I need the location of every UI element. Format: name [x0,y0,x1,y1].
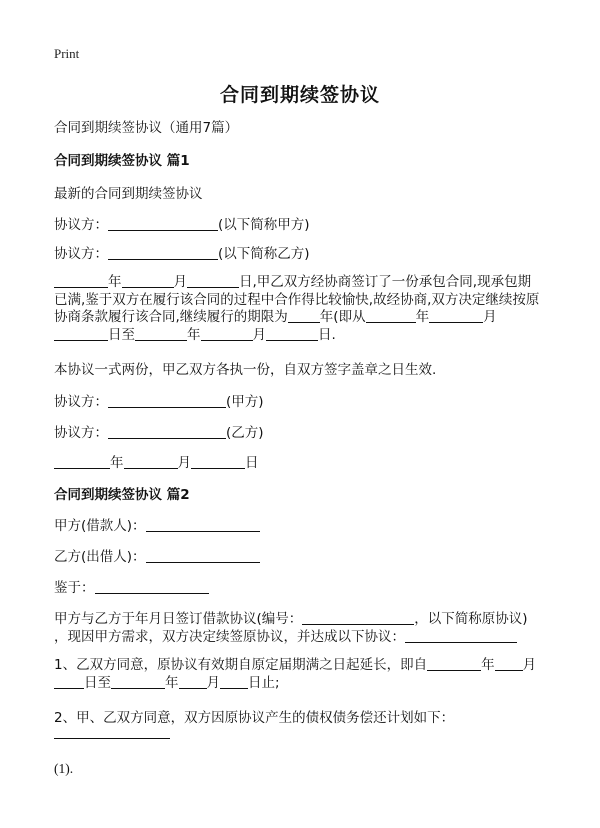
party-a-line [54,217,554,234]
print-link[interactable]: Print [54,46,80,61]
month-label: 月 [177,455,191,471]
item-1: (1). [54,761,74,776]
agreement-blank[interactable] [405,629,517,643]
clause-1 [54,657,548,692]
year-blank[interactable] [427,657,481,671]
month-label: 月 [522,657,537,673]
year-blank[interactable] [54,274,108,288]
day-blank[interactable] [220,675,248,689]
year-blank[interactable] [111,675,165,689]
lender-blank[interactable] [146,549,260,563]
year-label: 年 [110,455,124,471]
term-blank[interactable] [288,309,320,323]
whereas-label: 鉴于： [54,580,95,596]
whereas-line [54,580,554,597]
paragraph-text: 年(即从 [319,309,366,325]
paragraph-text: ，以下简称原协议) [414,611,528,627]
paragraph-text: ,甲乙双方经协商签订了一份承包合同,现承包期 [252,274,532,290]
party-b-blank[interactable] [108,246,218,260]
party-label: 协议方： [54,246,108,262]
party-b-note: (以下简称乙方) [218,246,310,262]
lender-line [54,549,554,566]
paragraph-row: 已满,鉴于双方在履行该合同的过程中合作得比较愉快,故经协商,双方决定继续按原 [54,291,540,308]
month-label: 月 [206,674,220,691]
month-blank[interactable] [179,675,207,689]
day-blank[interactable] [266,327,318,341]
section2-paragraph [54,611,548,646]
clause-2: 2、甲、乙双方同意，双方因原协议产生的债权债务偿还计划如下： [54,710,455,726]
paragraph-text: ，现因甲方需求，双方决定续签原协议，并达成以下协议： [54,628,405,645]
year-label: 年 [415,309,430,325]
year-blank[interactable] [54,455,110,469]
party-label: 协议方： [54,394,108,410]
sign-a-note: (甲方) [226,394,264,410]
sign-a-blank[interactable] [108,394,226,408]
paragraph-row [54,327,548,345]
sign-date-line [54,455,554,472]
paragraph-text: 协商条款履行该合同,继续履行的期限为 [54,309,288,325]
day-blank[interactable] [191,455,245,469]
paragraph-text: 1、乙双方同意，原协议有效期自原定届期满之日起延长，即自 [54,657,428,673]
year-label: 年 [108,274,122,290]
year-blank[interactable] [366,309,416,323]
paragraph-row [54,657,548,675]
section2-heading: 合同到期续签协议 篇2 [54,487,190,503]
party-b-line [54,246,554,263]
day-label: 日 [239,274,253,290]
year-blank[interactable] [135,327,187,341]
section1-paragraph [54,274,548,344]
party-a-note: (以下简称甲方) [218,217,310,233]
sign-b-line [54,425,554,442]
paragraph-row [54,309,548,327]
year-label: 年 [187,326,201,343]
month-blank[interactable] [429,309,483,323]
whereas-blank[interactable] [95,580,209,594]
day-blank[interactable] [187,274,239,288]
year-label: 年 [481,657,495,673]
month-blank[interactable] [122,274,174,288]
day-blank[interactable] [54,327,108,341]
month-label: 月 [173,274,187,290]
borrower-blank[interactable] [146,518,260,532]
paragraph-text: 日至 [108,326,135,343]
month-label: 月 [252,326,266,343]
borrower-line [54,518,554,535]
section1-heading: 合同到期续签协议 篇1 [54,153,190,169]
page-title: 合同到期续签协议 [219,84,380,106]
day-label: 日 [245,455,259,471]
sign-b-blank[interactable] [108,425,226,439]
paragraph-text: 日至 [84,674,111,691]
month-blank[interactable] [124,455,178,469]
paragraph-row [54,611,548,629]
document-subtitle: 合同到期续签协议（通用7篇） [54,120,239,136]
party-label: 协议方： [54,425,108,441]
day-blank[interactable] [54,675,84,689]
borrower-label: 甲方(借款人)： [54,518,146,534]
paragraph-text: 日止; [248,674,280,691]
paragraph-text: 日. [318,326,336,343]
paragraph-row [54,274,548,292]
section1-intro: 最新的合同到期续签协议 [54,186,203,202]
month-blank[interactable] [495,657,523,671]
month-label: 月 [483,309,497,325]
lender-label: 乙方(出借人)： [54,549,146,565]
sign-a-line [54,394,554,411]
repayment-plan-blank[interactable] [54,738,170,739]
year-label: 年 [165,674,179,691]
effect-clause: 本协议一式两份，甲乙双方各执一份，自双方签字盖章之日生效. [54,362,437,378]
paragraph-row [54,675,548,693]
party-a-blank[interactable] [108,217,218,231]
paragraph-row [54,629,548,647]
paragraph-text: 甲方与乙方于年月日签订借款协议(编号： [54,611,303,627]
sign-b-note: (乙方) [226,425,264,441]
party-label: 协议方： [54,217,108,233]
month-blank[interactable] [201,327,253,341]
agreement-number-blank[interactable] [302,611,414,625]
